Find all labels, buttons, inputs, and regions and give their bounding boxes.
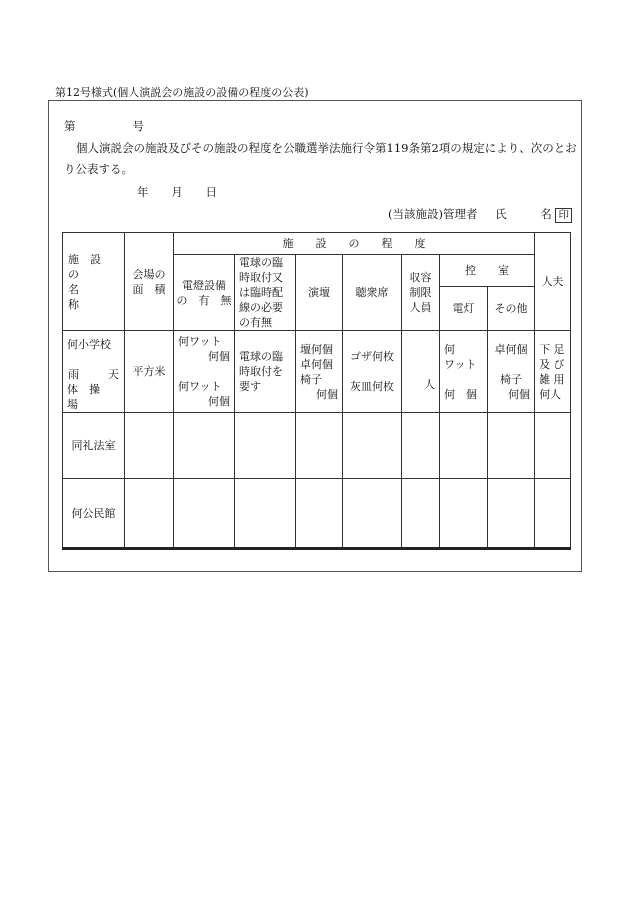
date-day: 日: [205, 185, 217, 199]
header-bulb: 電球の臨 時取付又 は臨時配 線の必要 の有無: [235, 255, 296, 331]
header-light: 電燈設備 の 有 無: [174, 255, 235, 331]
header-waiting-room: 控 室: [440, 255, 535, 287]
form-title: 第12号様式(個人演説会の施設の設備の程度の公表): [55, 86, 309, 99]
seal-mark: 印: [555, 208, 572, 223]
header-stage: 演壇: [296, 255, 343, 331]
table-row: [63, 331, 571, 413]
table-row: [63, 479, 571, 549]
header-area: 会場の 面 積: [125, 233, 174, 331]
header-degree: 施 設 の 程 度: [174, 233, 535, 255]
manager-label: (当該施設)管理者: [388, 207, 478, 221]
document-number: [64, 118, 144, 134]
row1-room-light: 何 ワット 何 個: [440, 331, 488, 413]
manager-shi: 氏: [495, 207, 507, 221]
announcement-text: 個人演説会の施設及びその施設の程度を公職選挙法施行令第119条第2項の規定により、次のとおり公表する。: [64, 141, 577, 176]
row1-light: 何ワット 何個 何ワット 何個: [174, 331, 235, 413]
row1-name: 何小学校 雨 天 体 操 場: [63, 331, 125, 413]
date-month: 月: [171, 185, 183, 199]
row1-seats: ゴザ何枚 灰皿何枚: [343, 331, 402, 413]
row2-name: 同礼法室: [63, 413, 125, 479]
header-room-light: 電灯: [440, 287, 488, 331]
header-seats: 聴衆席: [343, 255, 402, 331]
doc-no-suffix: 号: [132, 119, 144, 133]
facility-table: [62, 232, 571, 550]
header-facility-name: 施 設 の 名 称: [63, 233, 125, 331]
row1-stage: 壇何個 卓何個 椅子 何個: [296, 331, 343, 413]
table-row: [63, 413, 571, 479]
date-year: 年: [137, 185, 149, 199]
date-line: [137, 184, 217, 200]
manager-line: [388, 206, 572, 223]
manager-mei: 名: [540, 207, 552, 221]
header-room-other: その他: [488, 287, 535, 331]
header-capacity: 収容 制限 人員: [402, 255, 440, 331]
row1-room-other: 卓何個 椅子 何個: [488, 331, 535, 413]
row1-bulb: 電球の臨 時取付を 要す: [235, 331, 296, 413]
row1-staff: 下 足 及 び 雑 用 何人: [535, 331, 571, 413]
row1-capacity: 人: [402, 331, 440, 413]
header-staff: 人夫: [535, 233, 571, 331]
row1-area: 平方米: [125, 331, 174, 413]
row3-name: 何公民館: [63, 479, 125, 549]
doc-no-prefix: 第: [64, 119, 76, 133]
